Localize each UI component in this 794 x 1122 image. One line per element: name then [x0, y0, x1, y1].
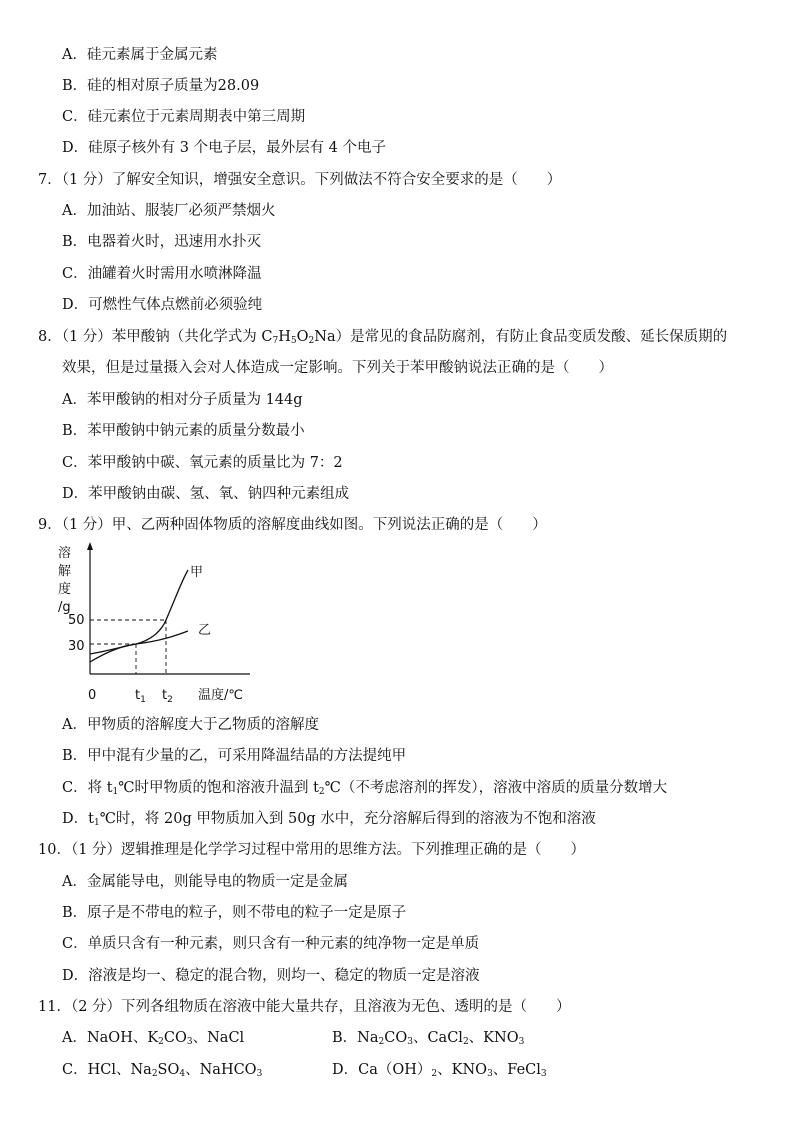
q8-stem: 8．（1 分）苯甲酸钠（共化学式为 $C_7H_5O_2Na$）是常见的食品防腐剂，有防止食品变质发酸、延长保质期的	[38, 329, 728, 346]
q6-option-c: C．硅元素位于元素周期表中第三周期	[62, 109, 306, 125]
q9-option-c: C．将 $t_1℃$时甲物质的饱和溶液升温到 $t_2℃$（不考虑溶剂的挥发），溶液中溶质的质量分数增大	[62, 780, 668, 797]
q10-stem: 10．（1 分）逻辑推理是化学学习过程中常用的思维方法。下列推理正确的是（ ）	[38, 842, 586, 858]
q9-option-b: B．甲中混有少量的乙，可采用降温结晶的方法提纯甲	[62, 748, 407, 764]
q8-option-a: A．苯甲酸钠的相对分子质量为 144g	[62, 392, 303, 408]
y-axis-label-2: 解	[58, 564, 72, 579]
x-axis-label: 温度/℃	[198, 688, 243, 703]
curve-jia-label: 甲	[190, 565, 204, 580]
curve-yi-label: 乙	[198, 623, 212, 638]
q11-stem: 11．（2 分）下列各组物质在溶液中能大量共存，且溶液为无色、透明的是（ ）	[38, 999, 571, 1015]
y-tick-50: 50	[68, 613, 85, 628]
x-tick-t2: $t_2$	[162, 688, 173, 705]
q11-option-c: C．HCl、$Na_2SO_4$、NaHCO$_3$	[62, 1062, 263, 1079]
q8-option-b: B．苯甲酸钠中钠元素的质量分数最小	[62, 423, 305, 439]
origin-label: 0	[88, 688, 97, 703]
q11-option-a: A．NaOH、$K_2CO_3$、NaCl	[62, 1030, 245, 1047]
q9-option-a: A．甲物质的溶解度大于乙物质的溶解度	[62, 717, 319, 733]
q8-option-c: C．苯甲酸钠中碳、氧元素的质量比为 7：2	[62, 455, 343, 471]
y-axis-label-1: 溶	[58, 546, 72, 561]
q6-option-b: B．硅的相对原子质量为28.09	[62, 78, 260, 94]
q7-option-a: A．加油站、服装厂必须严禁烟火	[62, 203, 276, 219]
q10-option-c: C．单质只含有一种元素，则只含有一种元素的纯净物一定是单质	[62, 936, 480, 952]
q10-option-a: A．金属能导电，则能导电的物质一定是金属	[62, 874, 348, 890]
q6-option-a: A．硅元素属于金属元素	[62, 47, 218, 63]
q11-option-d: D．$Ca(OH)_2$、$KNO_3$、FeCl$_3$	[332, 1062, 547, 1079]
q8-stem-continued: 效果，但是过量摄入会对人体造成一定影响。下列关于苯甲酸钠说法正确的是（ ）	[62, 360, 613, 376]
curve-jia	[90, 570, 188, 654]
solubility-curve-graph	[50, 540, 270, 710]
q9-stem: 9．（1 分）甲、乙两种固体物质的溶解度曲线如图。下列说法正确的是（ ）	[38, 517, 547, 533]
y-axis-label-4: /g	[58, 600, 71, 615]
q7-option-d: D．可燃性气体点燃前必须验纯	[62, 297, 263, 313]
y-axis-arrow	[87, 542, 93, 550]
q8-option-d: D．苯甲酸钠由碳、氢、氧、钠四种元素组成	[62, 486, 350, 502]
q10-option-b: B．原子是不带电的粒子，则不带电的粒子一定是原子	[62, 905, 407, 921]
y-axis-label-3: 度	[58, 582, 72, 597]
curve-yi	[90, 631, 188, 662]
q7-option-c: C．油罐着火时需用水喷淋降温	[62, 266, 262, 282]
q10-option-d: D．溶液是均一、稳定的混合物，则均一、稳定的物质一定是溶液	[62, 968, 480, 984]
q7-option-b: B．电器着火时，迅速用水扑灭	[62, 234, 262, 250]
q9-option-d: D．$t_1℃$时，将 20g 甲物质加入到 50g 水中，充分溶解后得到的溶液为不饱和溶液	[62, 811, 596, 828]
q7-stem: 7．（1 分）了解安全知识，增强安全意识。下列做法不符合安全要求的是（ ）	[38, 172, 562, 188]
x-tick-t1: $t_1$	[135, 688, 146, 705]
q11-option-b: B．$Na_2CO_3$、CaCl$_2$、$KNO_3$	[332, 1030, 525, 1047]
q6-option-d: D．硅原子核外有 3 个电子层，最外层有 4 个电子	[62, 140, 387, 156]
y-tick-30: 30	[68, 639, 85, 654]
